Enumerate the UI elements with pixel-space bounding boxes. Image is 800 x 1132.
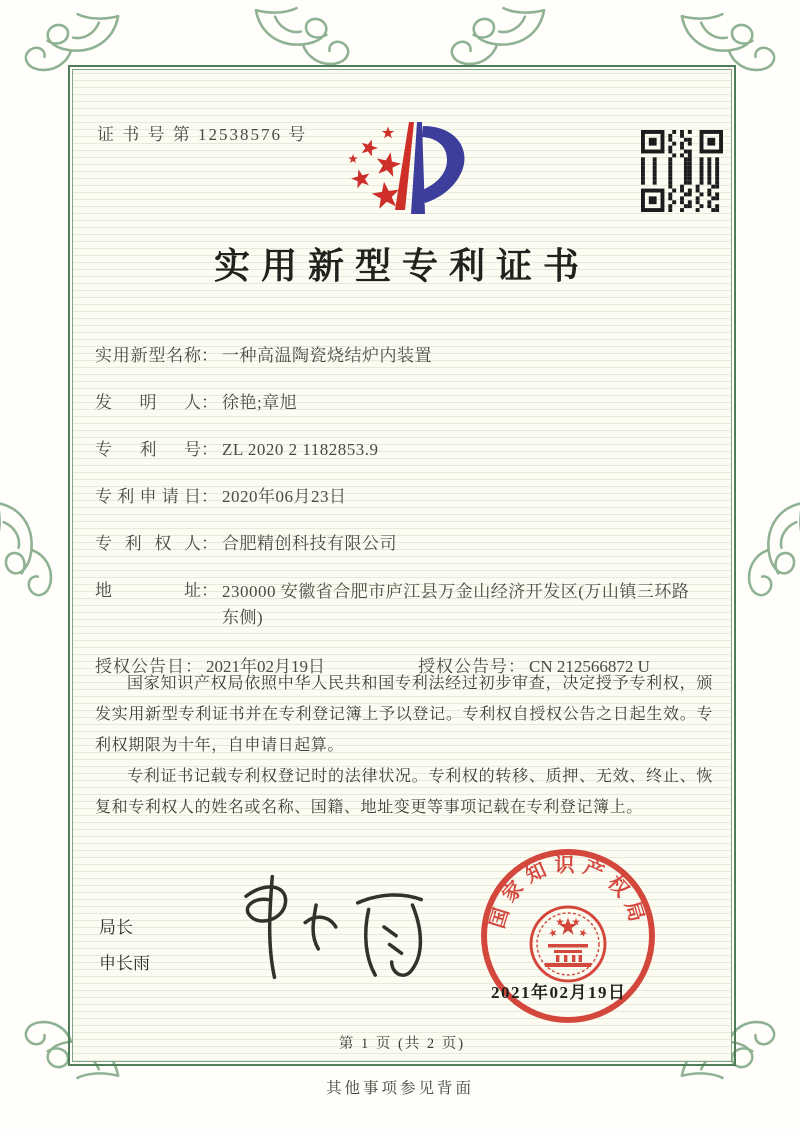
field-value: 一种高温陶瓷烧结炉内装置 [222,346,432,365]
field-label: 实用新型名称 [95,346,201,365]
signer-block [99,910,150,982]
certificate-frame [68,65,736,1066]
field-row-grant: 授权公告日： 2021年02月19日 授权公告号： CN 212566872 U [95,655,715,678]
border-flourish-icon [440,6,550,70]
field-list [95,344,715,702]
field-row-patent-number: 专利号： ZL 2020 2 1182853.9 [95,440,379,459]
certificate-number: 证 书 号 第 12538576 号 [97,125,308,144]
field-value: 合肥精创科技有限公司 [222,534,397,553]
field-value: 230000 安徽省合肥市庐江县万金山经济开发区(万山镇三环路东侧) [222,582,690,627]
field-row-filing-date: 专利申请日： 2020年06月23日 [95,487,347,506]
back-note: 其他事项参见背面 [325,1080,474,1097]
field-value: 2020年06月23日 [222,487,347,506]
signature-icon [223,870,453,985]
legal-text [95,668,713,823]
border-flourish-icon [743,497,800,607]
field-row-inventors: 发明人： 徐艳;章旭 [95,393,298,412]
border-flourish-icon [250,6,360,70]
field-label: 专利申请日 [95,487,201,506]
cnipa-logo [345,110,475,228]
field-label: 专利号 [95,440,201,459]
grant-date-label: 授权公告日 [95,657,185,676]
field-label: 发明人 [95,393,201,412]
field-label: 地址 [95,581,201,600]
qr-code [641,130,723,212]
page-number: 第 1 页 (共 2 页) [338,1036,466,1052]
field-row-patentee: 专利权人： 合肥精创科技有限公司 [95,534,397,553]
signer-name: 申长雨 [99,954,150,973]
field-label: 专利权人 [95,534,201,553]
field-row-address: 地址： 230000 安徽省合肥市庐江县万金山经济开发区(万山镇三环路东侧) [95,579,715,631]
seal-date: 2021年02月19日 [491,983,627,1002]
certificate-body [72,69,732,1062]
national-emblem [531,907,605,981]
border-flourish-icon [0,497,57,607]
grant-date-value: 2021年02月19日 [206,657,325,676]
certificate-title: 实用新型专利证书 [213,246,590,286]
grant-number-value: CN 212566872 U [529,657,650,676]
seal-ring-text: 国家知识产权局 [486,854,650,932]
grant-number-label: 授权公告号 [418,657,508,676]
signer-title: 局长 [99,918,133,937]
legal-paragraph-1: 国家知识产权局依照中华人民共和国专利法经过初步审查，决定授予专利权，颁发实用新型专利证书并在专利登记簿上予以登记。专利权自授权公告之日起生效。专利权期限为十年，自申请日起算。 [95,675,713,754]
field-row-name: 实用新型名称： 一种高温陶瓷烧结炉内装置 [95,346,432,365]
field-value: ZL 2020 2 1182853.9 [222,440,379,459]
field-value: 徐艳;章旭 [222,393,298,412]
legal-paragraph-2: 专利证书记载专利权登记时的法律状况。专利权的转移、质押、无效、终止、恢复和专利权人的姓名或名称、国籍、地址变更等事项记载在专利登记簿上。 [95,768,713,816]
